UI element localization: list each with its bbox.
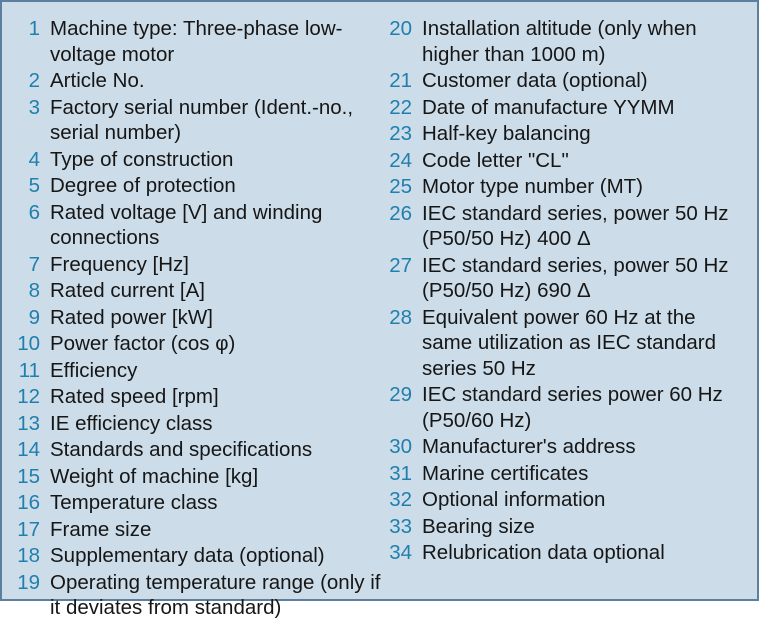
legend-item-number: 12 [17, 385, 40, 408]
legend-item-number: 13 [17, 411, 40, 435]
legend-item-number: 16 [17, 491, 40, 514]
legend-item [16, 411, 388, 437]
legend-item-number: 33 [389, 514, 412, 538]
legend-item-number: 20 [389, 17, 412, 40]
legend-item-number: 6 [28, 200, 40, 224]
legend-item-number: 21 [389, 69, 412, 92]
legend-item [16, 147, 388, 173]
legend-item-number: 7 [28, 252, 40, 276]
legend-item-label: Frame size [50, 517, 152, 541]
legend-item [388, 174, 744, 200]
legend-column-left [16, 16, 388, 622]
legend-item-number: 18 [17, 544, 40, 567]
legend-item-number: 32 [389, 488, 412, 511]
legend-item [388, 434, 744, 460]
legend-item-number: 4 [28, 147, 40, 171]
legend-item-label: Rated voltage [V] and winding connections [50, 200, 323, 249]
legend-item-label: Half-key balancing [422, 122, 591, 145]
legend-item [388, 121, 744, 147]
legend-item-label: Marine certificates [422, 461, 589, 485]
legend-item-label: Equivalent power 60 Hz at the same utilization as IEC standard series 50 Hz [422, 305, 716, 380]
legend-item-number: 28 [389, 305, 412, 329]
legend-item [16, 68, 388, 94]
legend-item [388, 514, 744, 540]
legend-item [388, 540, 744, 566]
legend-item [388, 487, 744, 513]
legend-item-label: Bearing size [422, 514, 535, 538]
legend-item-label: Frequency [Hz] [50, 252, 189, 276]
legend-item-label: Date of manufacture YYMM [422, 95, 675, 119]
legend-item [388, 382, 744, 433]
legend-item [388, 95, 744, 121]
legend-item [16, 570, 388, 621]
legend-item [16, 16, 388, 67]
legend-item-label: Code letter "CL" [422, 148, 569, 172]
legend-item [16, 305, 388, 331]
legend-item [16, 437, 388, 463]
legend-item-number: 11 [18, 358, 40, 382]
legend-item [16, 200, 388, 251]
legend-item [16, 490, 388, 516]
legend-item [16, 464, 388, 490]
legend-item-number: 29 [389, 383, 412, 406]
legend-item-number: 5 [28, 174, 40, 197]
legend-item-label: Customer data (optional) [422, 69, 648, 92]
legend-item-label: Rated power [kW] [50, 305, 213, 329]
legend-item [388, 148, 744, 174]
legend-item-number: 24 [389, 148, 412, 172]
legend-item-label: Optional information [422, 488, 606, 511]
legend-item-label: Article No. [50, 69, 145, 92]
legend-item-number: 27 [389, 253, 412, 277]
legend-item-label: IEC standard series, power 50 Hz (P50/50 Hz) 690 Δ [422, 253, 729, 302]
legend-item-number: 10 [17, 332, 40, 355]
legend-item-label: Efficiency [50, 358, 138, 382]
legend-item [16, 358, 388, 384]
legend-item [388, 16, 744, 67]
legend-item [16, 252, 388, 278]
legend-item-number: 1 [28, 17, 40, 40]
legend-item-number: 30 [389, 435, 412, 458]
legend-item-label: Rated current [A] [50, 279, 205, 302]
legend-item-number: 31 [389, 461, 412, 485]
legend-item-label: Installation altitude (only when higher than 1000 m) [422, 17, 697, 66]
legend-item-label: Degree of protection [50, 174, 236, 197]
legend-item [16, 384, 388, 410]
legend-item [16, 517, 388, 543]
legend-item-label: Standards and specifications [50, 438, 313, 461]
legend-item [388, 201, 744, 252]
legend-item-label: IEC standard series, power 50 Hz (P50/50 Hz) 400 Δ [422, 201, 729, 250]
legend-column-right [388, 16, 744, 567]
legend-item-number: 23 [389, 122, 412, 145]
legend-item [388, 68, 744, 94]
legend-item-number: 8 [28, 279, 40, 302]
legend-item-label: Machine type: Three-phase low-voltage motor [50, 17, 343, 66]
legend-item-number: 22 [389, 95, 412, 119]
legend-item-number: 34 [389, 541, 412, 564]
legend-item-label: Factory serial number (Ident.-no., serial number) [50, 95, 354, 144]
legend-item-number: 2 [28, 69, 40, 92]
legend-item-number: 9 [28, 305, 40, 329]
legend-item-number: 25 [389, 175, 412, 198]
legend-item-label: Type of construction [50, 147, 234, 171]
legend-item [16, 95, 388, 146]
legend-item-label: Power factor (cos φ) [50, 332, 236, 355]
legend-item [388, 461, 744, 487]
legend-item [16, 173, 388, 199]
legend-item-label: IEC standard series power 60 Hz (P50/60 Hz) [422, 383, 723, 432]
legend-item-number: 15 [17, 464, 40, 488]
legend-item-label: Supplementary data (optional) [50, 544, 325, 567]
legend-item-number: 26 [389, 201, 412, 225]
legend-item-number: 19 [17, 570, 40, 594]
legend-item [16, 278, 388, 304]
legend-item-label: Rated speed [rpm] [50, 385, 219, 408]
legend-item [16, 543, 388, 569]
legend-item-label: Weight of machine [kg] [50, 464, 259, 488]
legend-item [16, 331, 388, 357]
legend-item-label: Motor type number (MT) [422, 175, 643, 198]
legend-item-number: 14 [17, 438, 40, 461]
legend-item-label: Relubrication data optional [422, 541, 665, 564]
legend-item-label: Temperature class [50, 491, 218, 514]
legend-item [388, 305, 744, 382]
legend-item-label: Operating temperature range (only if it deviates from standard) [50, 570, 381, 619]
legend-item-number: 3 [28, 95, 40, 119]
legend-item-label: IE efficiency class [50, 411, 213, 435]
legend-item-number: 17 [17, 517, 40, 541]
legend-item-label: Manufacturer's address [422, 435, 636, 458]
legend-item [388, 253, 744, 304]
